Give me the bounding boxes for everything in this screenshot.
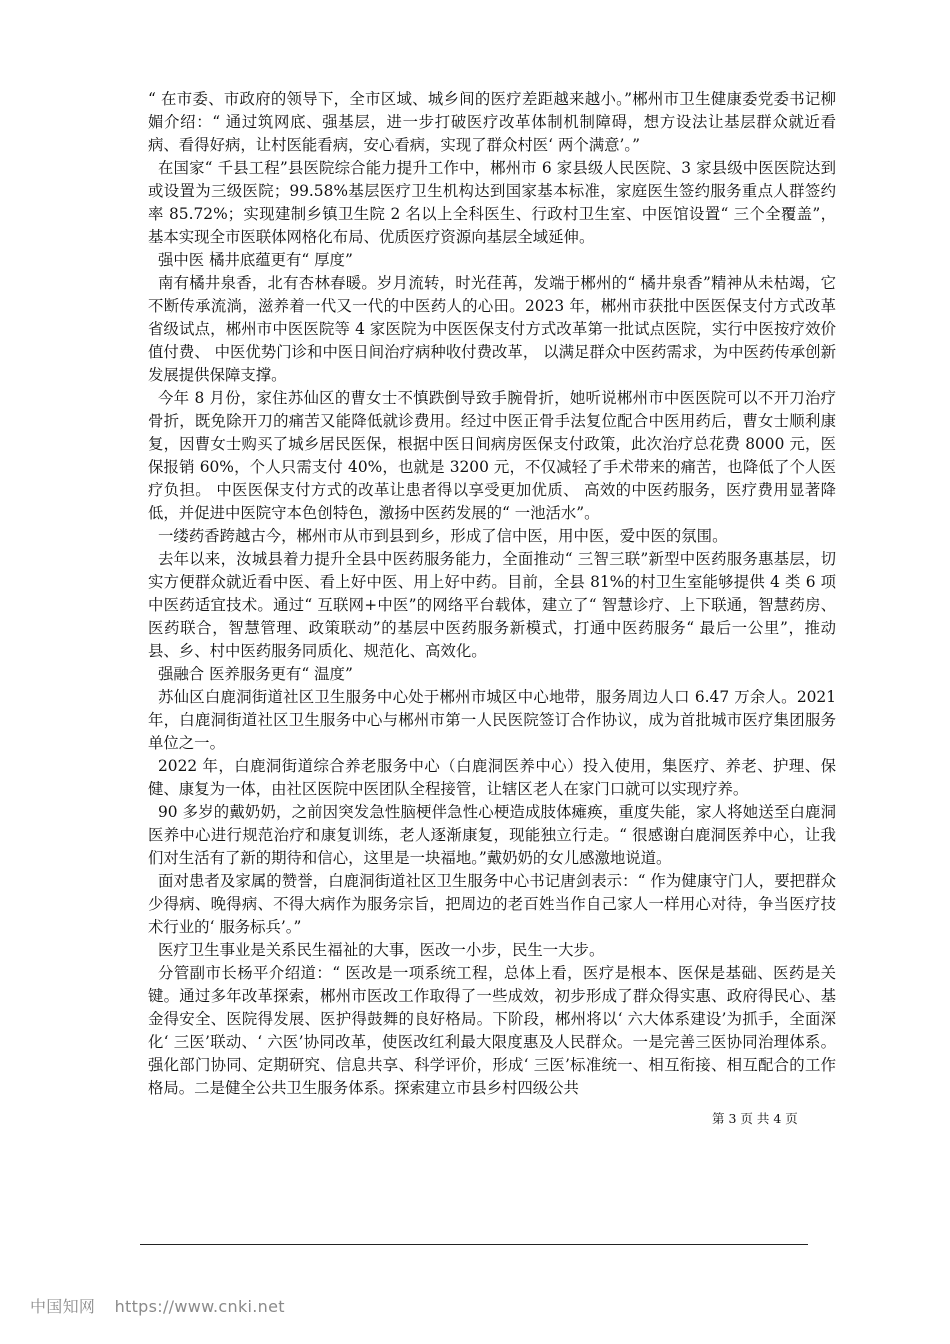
paragraph-7: 苏仙区白鹿洞街道社区卫生服务中心处于郴州市城区中心地带，服务周边人口 6.47 万余人。2021 年，白鹿洞街道社区卫生服务中心与郴州市第一人民医院签订合作协议，成为首批城市医疗集团服务单位之一。 [148, 688, 836, 752]
paragraph-5: 一缕药香跨越古今，郴州市从市到县到乡，形成了信中医，用中医，爱中医的氛围。 [158, 527, 728, 545]
paragraph-3: 南有橘井泉香，北有杏林春暖。岁月流转，时光荏苒，发端于郴州的“ 橘井泉香”精神从未枯竭，它不断传承流淌，滋养着一代又一代的中医药人的心田。2023 年，郴州市获批中医医保支付方式改革省级试点，郴州市中医医院等 4 家医院为中医医保支付方式改革第一批试点医院，实行中医按疗效价值付费、 中医优势门诊和中医日间治疗病种收付费改革， 以满足群众中医药需求，为中医药传承创新发展提供保障支撑。 [148, 274, 836, 384]
paragraph-4: 今年 8 月份，家住苏仙区的曹女士不慎跌倒导致手腕骨折，她听说郴州市中医医院可以不开刀治疗骨折，既免除开刀的痛苦又能降低就诊费用。经过中医正骨手法复位配合中医用药后，曹女士顺利康复，因曹女士购买了城乡居民医保，根据中医日间病房医保支付政策，此次治疗总花费 8000 元，医保报销 60%，个人只需支付 40%，也就是 3200 元，不仅减轻了手术带来的痛苦，也降低了个人医疗负担。 中医医保支付方式的改革让患者得以享受更加优质、 高效的中医药服务，医疗费用显著降低，并促进中医院守本色创特色，激扬中医药发展的“ 一池活水”。 [148, 389, 836, 522]
watermark-url: https://www.cnki.net [114, 1297, 285, 1316]
paragraph-10: 面对患者及家属的赞誉，白鹿洞街道社区卫生服务中心书记唐剑表示：“ 作为健康守门人，要把群众少得病、晚得病、不得大病作为服务宗旨，把周边的老百姓当作自己家人一样用心对待，争当医疗技术行业的‘ 服务标兵’。” [148, 872, 836, 936]
section-heading-integration: 强融合 医养服务更有“ 温度” [158, 665, 353, 683]
section-heading-tcm: 强中医 橘井底蕴更有“ 厚度” [158, 251, 353, 269]
paragraph-12: 分管副市长杨平介绍道：“ 医改是一项系统工程，总体上看，医疗是根本、医保是基础、医药是关键。通过多年改革探索，郴州市医改工作取得了一些成效，初步形成了群众得实惠、政府得民心、基金得安全、医院得发展、医护得鼓舞的良好格局。下阶段，郴州将以‘ 六大体系建设’为抓手，全面深化‘ 三医’联动、‘ 六医’协同改革，使医改红利最大限度惠及人民群众。一是完善三医协同治理体系。强化部门协同、定期研究、信息共享、科学评价，形成‘ 三医’标准统一、相互衔接、相互配合的工作格局。二是健全公共卫生服务体系。探索建立市县乡村四级公共 [148, 964, 836, 1097]
watermark-brand: 中国知网 [30, 1297, 96, 1316]
paragraph-8: 2022 年，白鹿洞街道综合养老服务中心（白鹿洞医养中心）投入使用，集医疗、养老、护理、保健、康复为一体，由社区医院中医团队全程接管，让辖区老人在家门口就可以实现疗养。 [148, 757, 836, 798]
paragraph-11: 医疗卫生事业是关系民生福祉的大事，医改一小步，民生一大步。 [158, 941, 605, 959]
footer-divider [140, 1244, 808, 1245]
paragraph-9: 90 多岁的戴奶奶，之前因突发急性脑梗伴急性心梗造成肢体瘫痪，重度失能，家人将她送至白鹿洞医养中心进行规范治疗和康复训练，老人逐渐康复，现能独立行走。“ 很感谢白鹿洞医养中心，让我们对生活有了新的期待和信心，这里是一块福地。”戴奶奶的女儿感激地说道。 [148, 803, 836, 867]
document-body [148, 88, 836, 1100]
page-number: 第 3 页 共 4 页 [712, 1111, 798, 1126]
paragraph-1: “ 在市委、市政府的领导下，全市区域、城乡间的医疗差距越来越小。”郴州市卫生健康委党委书记柳媚介绍：“ 通过筑网底、强基层，进一步打破医疗改革体制机制障碍，想方设法让基层群众就近看病、看得好病，让村医能看病，安心看病，实现了群众村医‘ 两个满意’。” [148, 90, 836, 154]
paragraph-2: 在国家“ 千县工程”县医院综合能力提升工作中，郴州市 6 家县级人民医院、3 家县级中医医院达到或设置为三级医院；99.58%基层医疗卫生机构达到国家基本标准，家庭医生签约服务重点人群签约率 85.72%；实现建制乡镇卫生院 2 名以上全科医生、行政村卫生室、中医馆设置“ 三个全覆盖”，基本实现全市医联体网格化布局、优质医疗资源向基层全域延伸。 [148, 159, 836, 246]
paragraph-6: 去年以来，汝城县着力提升全县中医药服务能力，全面推动“ 三智三联”新型中医药服务惠基层，切实方便群众就近看中医、看上好中医、用上好中药。目前，全县 81%的村卫生室能够提供 4 类 6 项中医药适宜技术。通过“ 互联网+中医”的网络平台载体，建立了“ 智慧诊疗、上下联通，智慧药房、医药联合，智慧管理、政策联动”的基层中医药服务新模式，打通中医药服务“ 最后一公里”，推动县、乡、村中医药服务同质化、规范化、高效化。 [148, 550, 836, 660]
cnki-watermark [30, 1294, 285, 1317]
